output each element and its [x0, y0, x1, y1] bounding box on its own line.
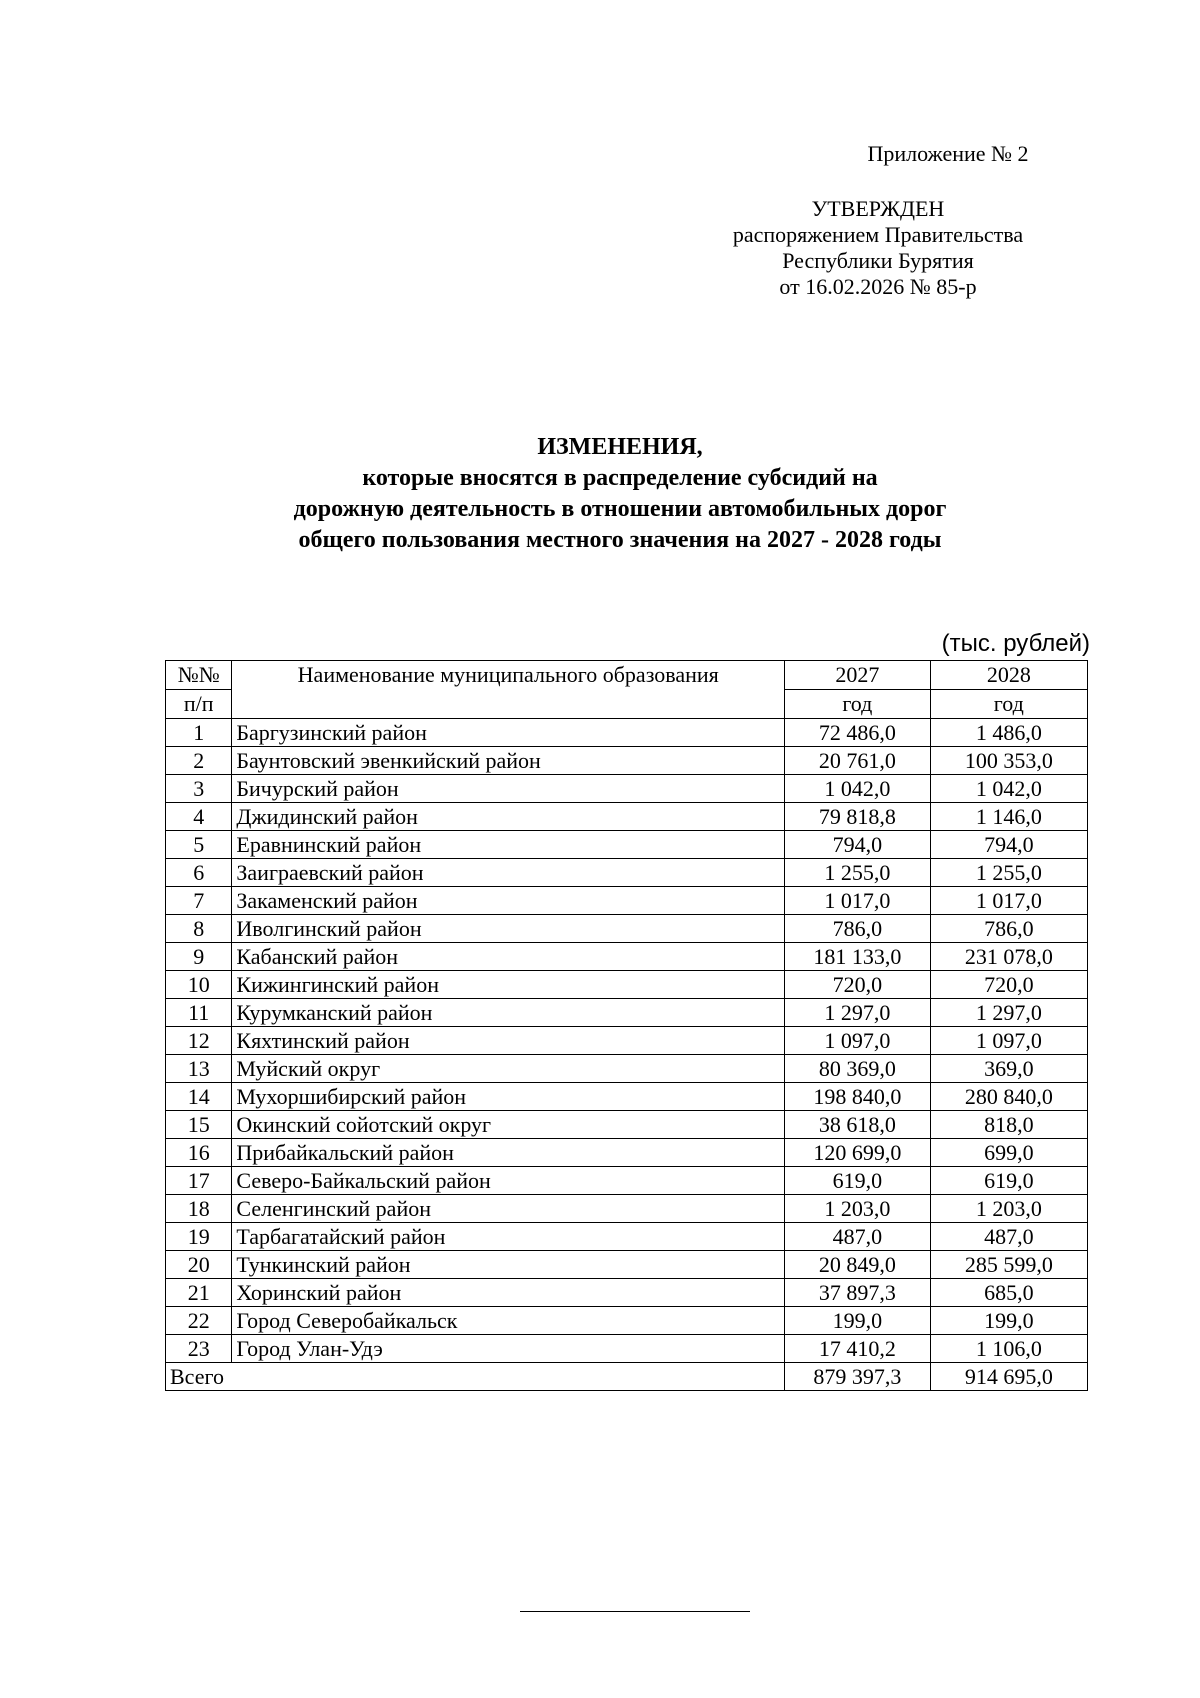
row-value-2027: 79 818,8	[785, 803, 931, 831]
row-value-2027: 786,0	[785, 915, 931, 943]
table-row	[166, 859, 1088, 887]
table-row	[166, 747, 1088, 775]
units-label: (тыс. рублей)	[941, 630, 1090, 657]
approval-line-1: распоряжением Правительства	[732, 222, 1024, 247]
row-value-2027: 1 097,0	[785, 1027, 931, 1055]
table-row	[166, 1279, 1088, 1307]
row-name: Бичурский район	[232, 775, 785, 803]
row-name: Северо-Байкальский район	[232, 1167, 785, 1195]
row-value-2027: 720,0	[785, 971, 931, 999]
title-line-3: дорожную деятельность в отношении автомобильных дорог	[293, 496, 947, 522]
footer-divider	[520, 1611, 750, 1612]
row-name: Окинский сойотский округ	[232, 1111, 785, 1139]
row-number: 5	[166, 831, 232, 859]
table-row	[166, 887, 1088, 915]
title-line-4: общего пользования местного значения на 2027 - 2028 годы	[298, 527, 942, 553]
row-number: 17	[166, 1167, 232, 1195]
row-value-2028: 1 255,0	[930, 859, 1087, 887]
row-value-2028: 786,0	[930, 915, 1087, 943]
row-value-2027: 794,0	[785, 831, 931, 859]
approval-stamp-text	[678, 196, 1078, 300]
row-number: 7	[166, 887, 232, 915]
row-name: Прибайкальский район	[232, 1139, 785, 1167]
row-name: Мухоршибирский район	[232, 1083, 785, 1111]
row-value-2028: 720,0	[930, 971, 1087, 999]
row-number: 19	[166, 1223, 232, 1251]
approval-line-2: Республики Бурятия	[782, 248, 974, 273]
row-value-2028: 1 486,0	[930, 719, 1087, 747]
row-value-2028: 1 097,0	[930, 1027, 1087, 1055]
row-value-2027: 120 699,0	[785, 1139, 931, 1167]
document-title	[160, 432, 1080, 556]
table-row	[166, 1027, 1088, 1055]
row-number: 21	[166, 1279, 232, 1307]
row-name: Тункинский район	[232, 1251, 785, 1279]
row-value-2027: 1 203,0	[785, 1195, 931, 1223]
row-name: Заиграевский район	[232, 859, 785, 887]
header-num-top: №№	[166, 661, 232, 690]
row-number: 11	[166, 999, 232, 1027]
row-number: 13	[166, 1055, 232, 1083]
table-row	[166, 1195, 1088, 1223]
row-name: Иволгинский район	[232, 915, 785, 943]
row-value-2028: 1 203,0	[930, 1195, 1087, 1223]
table-row	[166, 1139, 1088, 1167]
table-row	[166, 1167, 1088, 1195]
row-name: Хоринский район	[232, 1279, 785, 1307]
row-name: Баунтовский эвенкийский район	[232, 747, 785, 775]
row-value-2028: 699,0	[930, 1139, 1087, 1167]
row-value-2028: 619,0	[930, 1167, 1087, 1195]
header-num-bottom: п/п	[166, 690, 232, 719]
row-number: 3	[166, 775, 232, 803]
appendix-label: Приложение № 2	[867, 141, 1029, 166]
row-value-2027: 1 255,0	[785, 859, 931, 887]
row-value-2028: 285 599,0	[930, 1251, 1087, 1279]
table-row	[166, 1055, 1088, 1083]
row-value-2027: 72 486,0	[785, 719, 931, 747]
row-name: Баргузинский район	[232, 719, 785, 747]
row-value-2027: 619,0	[785, 1167, 931, 1195]
table-row	[166, 999, 1088, 1027]
row-value-2028: 231 078,0	[930, 943, 1087, 971]
row-number: 15	[166, 1111, 232, 1139]
table-row	[166, 775, 1088, 803]
row-number: 23	[166, 1335, 232, 1363]
row-value-2028: 818,0	[930, 1111, 1087, 1139]
table-header-row	[166, 661, 1088, 690]
row-value-2028: 487,0	[930, 1223, 1087, 1251]
row-number: 6	[166, 859, 232, 887]
header-2028-bottom: год	[930, 690, 1087, 719]
row-name: Кабанский район	[232, 943, 785, 971]
total-row	[166, 1363, 1088, 1391]
title-line-2: которые вносятся в распределение субсидий на	[362, 465, 878, 491]
row-value-2027: 20 849,0	[785, 1251, 931, 1279]
row-value-2027: 1 042,0	[785, 775, 931, 803]
row-name: Закаменский район	[232, 887, 785, 915]
row-number: 9	[166, 943, 232, 971]
approval-block	[732, 141, 1138, 300]
row-value-2028: 100 353,0	[930, 747, 1087, 775]
title-line-1: ИЗМЕНЕНИЯ,	[537, 434, 703, 460]
row-number: 2	[166, 747, 232, 775]
row-value-2027: 1 017,0	[785, 887, 931, 915]
row-value-2028: 1 017,0	[930, 887, 1087, 915]
row-number: 16	[166, 1139, 232, 1167]
row-value-2027: 37 897,3	[785, 1279, 931, 1307]
header-2027-top: 2027	[785, 661, 931, 690]
table-row	[166, 1223, 1088, 1251]
table-row	[166, 719, 1088, 747]
row-name: Джидинский район	[232, 803, 785, 831]
table-row	[166, 1251, 1088, 1279]
table-row	[166, 1083, 1088, 1111]
row-name: Курумканский район	[232, 999, 785, 1027]
row-value-2027: 181 133,0	[785, 943, 931, 971]
table-row	[166, 1111, 1088, 1139]
row-number: 4	[166, 803, 232, 831]
row-value-2027: 20 761,0	[785, 747, 931, 775]
header-2028-top: 2028	[930, 661, 1087, 690]
row-value-2027: 17 410,2	[785, 1335, 931, 1363]
header-name: Наименование муниципального образования	[232, 661, 785, 719]
table-row	[166, 971, 1088, 999]
row-value-2028: 1 106,0	[930, 1335, 1087, 1363]
row-value-2028: 685,0	[930, 1279, 1087, 1307]
table-row	[166, 943, 1088, 971]
row-value-2028: 794,0	[930, 831, 1087, 859]
row-name: Кяхтинский район	[232, 1027, 785, 1055]
row-name: Тарбагатайский район	[232, 1223, 785, 1251]
row-value-2028: 369,0	[930, 1055, 1087, 1083]
row-value-2028: 199,0	[930, 1307, 1087, 1335]
row-value-2028: 1 042,0	[930, 775, 1087, 803]
total-label: Всего	[166, 1363, 785, 1391]
row-number: 1	[166, 719, 232, 747]
row-value-2028: 280 840,0	[930, 1083, 1087, 1111]
row-name: Кижингинский район	[232, 971, 785, 999]
row-name: Муйский округ	[232, 1055, 785, 1083]
approved-label: УТВЕРЖДЕН	[811, 196, 945, 221]
row-number: 14	[166, 1083, 232, 1111]
subsidy-table	[165, 660, 1088, 1391]
row-number: 20	[166, 1251, 232, 1279]
row-number: 18	[166, 1195, 232, 1223]
row-value-2027: 80 369,0	[785, 1055, 931, 1083]
row-number: 10	[166, 971, 232, 999]
row-value-2028: 1 146,0	[930, 803, 1087, 831]
table-row	[166, 803, 1088, 831]
total-2027: 879 397,3	[785, 1363, 931, 1391]
row-number: 22	[166, 1307, 232, 1335]
approval-line-3: от 16.02.2026 № 85-р	[779, 274, 977, 299]
row-name: Город Улан-Удэ	[232, 1335, 785, 1363]
row-value-2028: 1 297,0	[930, 999, 1087, 1027]
row-name: Еравнинский район	[232, 831, 785, 859]
table-body	[166, 719, 1088, 1363]
table-row	[166, 1307, 1088, 1335]
row-name: Селенгинский район	[232, 1195, 785, 1223]
row-value-2027: 198 840,0	[785, 1083, 931, 1111]
row-number: 8	[166, 915, 232, 943]
row-value-2027: 487,0	[785, 1223, 931, 1251]
total-2028: 914 695,0	[930, 1363, 1087, 1391]
row-value-2027: 199,0	[785, 1307, 931, 1335]
table-row	[166, 1335, 1088, 1363]
row-value-2027: 38 618,0	[785, 1111, 931, 1139]
row-value-2027: 1 297,0	[785, 999, 931, 1027]
row-number: 12	[166, 1027, 232, 1055]
table-row	[166, 831, 1088, 859]
row-name: Город Северобайкальск	[232, 1307, 785, 1335]
table-row	[166, 915, 1088, 943]
header-2027-bottom: год	[785, 690, 931, 719]
